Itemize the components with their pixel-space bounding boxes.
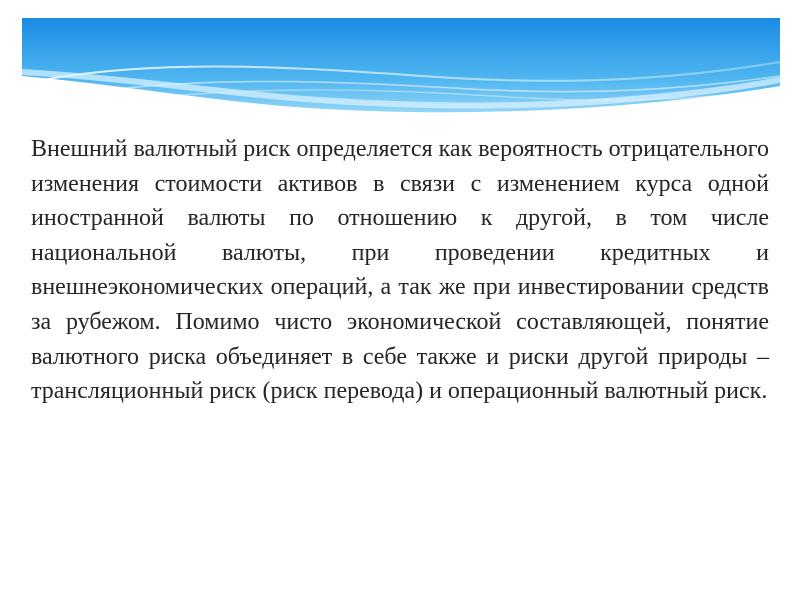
header-wave-banner [22, 18, 780, 130]
slide-body-text: Внешний валютный риск определяется как вероятность отрицательного изменения стоимости активов в связи с изменением курса одной иностранной валюты по отношению к другой, в том числе национальной валюты, при проведении кредитных и внешнеэкономических операций, а так же при инвестировании средств за рубежом. Помимо чисто экономической составляющей, понятие валютного риска объединяет в себе также и риски другой природы –трансляционный риск (риск перевода) и операционный валютный риск. [31, 136, 770, 405]
